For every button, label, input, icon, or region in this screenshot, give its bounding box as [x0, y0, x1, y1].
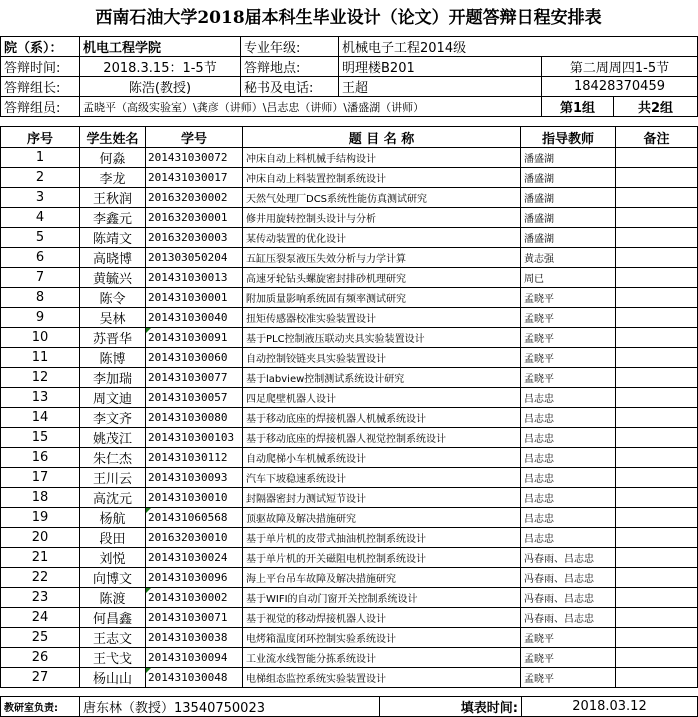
student-name: 段田 [80, 528, 146, 548]
student-id: 201431030091 [146, 328, 243, 348]
table-body [1, 148, 698, 688]
advisor-name: 吕志忠 [521, 448, 616, 468]
date-value: 2018.03.12 [522, 697, 698, 717]
row-number: 1 [1, 148, 80, 168]
remark-cell [616, 228, 698, 248]
table-row [1, 628, 698, 648]
row-number: 19 [1, 508, 80, 528]
table-row [1, 468, 698, 488]
secretary-label: 秘书及电话: [241, 77, 339, 97]
secretary-name: 王超 [339, 77, 542, 97]
row-number: 8 [1, 288, 80, 308]
row-number: 18 [1, 488, 80, 508]
student-name: 李文齐 [80, 408, 146, 428]
major-value: 机械电子工程2014级 [339, 37, 698, 57]
student-id: 201431030094 [146, 648, 243, 668]
thesis-topic: 某传动装置的优化设计 [243, 228, 521, 248]
student-id: 201632030003 [146, 228, 243, 248]
thesis-topic: 基于WIFI的自动门窗开关控制系统设计 [243, 588, 521, 608]
row-number: 25 [1, 628, 80, 648]
row-number: 12 [1, 368, 80, 388]
remark-cell [616, 568, 698, 588]
page-title: 西南石油大学2018届本科生毕业设计（论文）开题答辩日程安排表 [95, 8, 602, 28]
student-name: 黄毓兴 [80, 268, 146, 288]
date-label: 填表时间: [380, 697, 522, 717]
advisor-name: 冯春雨、吕志忠 [521, 568, 616, 588]
student-id: 2014310300103 [146, 428, 243, 448]
thesis-topic: 四足爬壁机器人设计 [243, 388, 521, 408]
footer-table [0, 696, 698, 717]
advisor-name: 冯春雨、吕志忠 [521, 548, 616, 568]
row-number: 2 [1, 168, 80, 188]
leader-value: 陈浩(教授) [80, 77, 241, 97]
office-label: 教研室负责: [1, 697, 80, 717]
thesis-topic: 扭矩传感器校准实验装置设计 [243, 308, 521, 328]
student-id: 201431030001 [146, 288, 243, 308]
header-no: 序号 [1, 127, 80, 148]
student-name: 李加瑞 [80, 368, 146, 388]
info-table [0, 36, 698, 117]
row-number: 7 [1, 268, 80, 288]
thesis-topic: 封隔器密封力测试短节设计 [243, 488, 521, 508]
total-value: 共2组 [614, 97, 698, 117]
thesis-topic: 高速牙轮钻头螺旋密封排砂机理研究 [243, 268, 521, 288]
header-id: 学号 [146, 127, 243, 148]
header-name: 学生姓名 [80, 127, 146, 148]
student-id: 201431030112 [146, 448, 243, 468]
table-row [1, 668, 698, 688]
members-value: 孟晓平（高级实验室）\龚彦（讲师）\吕志忠（讲师）\潘盛湖（讲师） [80, 97, 542, 117]
thesis-topic: 电烤箱温度闭环控制实验系统设计 [243, 628, 521, 648]
remark-cell [616, 208, 698, 228]
members-label: 答辩组员: [1, 97, 80, 117]
table-row [1, 408, 698, 428]
remark-cell [616, 608, 698, 628]
advisor-name: 吕志忠 [521, 388, 616, 408]
table-row [1, 188, 698, 208]
info-row-members [1, 97, 698, 117]
remark-cell [616, 488, 698, 508]
remark-cell [616, 628, 698, 648]
row-number: 24 [1, 608, 80, 628]
week-value: 第二周周四1-5节 [542, 57, 698, 77]
row-number: 20 [1, 528, 80, 548]
thesis-topic: 基于单片机的皮带式抽油机控制系统设计 [243, 528, 521, 548]
advisor-name: 潘盛湖 [521, 208, 616, 228]
student-name: 刘悦 [80, 548, 146, 568]
student-name: 高沈元 [80, 488, 146, 508]
row-number: 27 [1, 668, 80, 688]
student-id: 201431030024 [146, 548, 243, 568]
student-name: 吴林 [80, 308, 146, 328]
thesis-topic: 附加质量影响系统固有频率测试研究 [243, 288, 521, 308]
remark-cell [616, 408, 698, 428]
info-row-leader [1, 77, 698, 97]
remark-cell [616, 468, 698, 488]
table-row [1, 288, 698, 308]
advisor-name: 潘盛湖 [521, 228, 616, 248]
advisor-name: 吕志忠 [521, 488, 616, 508]
school-label: 院（系）： [1, 37, 80, 57]
major-label: 专业年级: [241, 37, 339, 57]
advisor-name: 黄志强 [521, 248, 616, 268]
student-name: 王川云 [80, 468, 146, 488]
thesis-topic: 汽车下坡稳速系统设计 [243, 468, 521, 488]
table-row [1, 608, 698, 628]
table-row [1, 508, 698, 528]
row-number: 6 [1, 248, 80, 268]
thesis-topic: 顶驱故障及解决措施研究 [243, 508, 521, 528]
remark-cell [616, 668, 698, 688]
footer-row [1, 697, 698, 717]
table-row [1, 528, 698, 548]
advisor-name: 潘盛湖 [521, 168, 616, 188]
place-value: 明理楼B201 [339, 57, 542, 77]
student-id: 201632030002 [146, 188, 243, 208]
row-number: 13 [1, 388, 80, 408]
student-name: 姚茂江 [80, 428, 146, 448]
info-row-school [1, 37, 698, 57]
advisor-name: 孟晓平 [521, 348, 616, 368]
student-name: 王志文 [80, 628, 146, 648]
table-row [1, 448, 698, 468]
student-id: 201431030057 [146, 388, 243, 408]
remark-cell [616, 308, 698, 328]
advisor-name: 吕志忠 [521, 508, 616, 528]
remark-cell [616, 388, 698, 408]
table-row [1, 308, 698, 328]
student-id: 201431030077 [146, 368, 243, 388]
table-row [1, 208, 698, 228]
student-id: 201431030038 [146, 628, 243, 648]
header-topic: 题 目 名 称 [243, 127, 521, 148]
thesis-topic: 自动爬梯小车机械系统设计 [243, 448, 521, 468]
student-id: 201431030072 [146, 148, 243, 168]
schedule-table [0, 126, 698, 688]
student-name: 何淼 [80, 148, 146, 168]
remark-cell [616, 648, 698, 668]
row-number: 3 [1, 188, 80, 208]
table-row [1, 248, 698, 268]
remark-cell [616, 368, 698, 388]
table-row [1, 548, 698, 568]
thesis-topic: 修井用旋转控制头设计与分析 [243, 208, 521, 228]
advisor-name: 孟晓平 [521, 648, 616, 668]
thesis-topic: 工业流水线智能分拣系统设计 [243, 648, 521, 668]
student-id: 201431030002 [146, 588, 243, 608]
student-name: 李鑫元 [80, 208, 146, 228]
student-name: 陈靖文 [80, 228, 146, 248]
advisor-name: 吕志忠 [521, 528, 616, 548]
student-name: 何昌鑫 [80, 608, 146, 628]
thesis-topic: 冲床自动上料机械手结构设计 [243, 148, 521, 168]
student-id: 201431030013 [146, 268, 243, 288]
student-id: 201632030010 [146, 528, 243, 548]
time-label: 答辩时间: [1, 57, 80, 77]
row-number: 16 [1, 448, 80, 468]
student-id: 201431030010 [146, 488, 243, 508]
advisor-name: 潘盛湖 [521, 148, 616, 168]
advisor-name: 潘盛湖 [521, 188, 616, 208]
student-id: 201431030071 [146, 608, 243, 628]
row-number: 22 [1, 568, 80, 588]
group-value: 第1组 [542, 97, 614, 117]
student-name: 高晓博 [80, 248, 146, 268]
remark-cell [616, 348, 698, 368]
table-row [1, 368, 698, 388]
advisor-name: 孟晓平 [521, 288, 616, 308]
advisor-name: 孟晓平 [521, 668, 616, 688]
student-name: 李龙 [80, 168, 146, 188]
remark-cell [616, 328, 698, 348]
row-number: 10 [1, 328, 80, 348]
row-number: 4 [1, 208, 80, 228]
student-name: 杨航 [80, 508, 146, 528]
student-name: 陈令 [80, 288, 146, 308]
remark-cell [616, 588, 698, 608]
student-name: 陈博 [80, 348, 146, 368]
student-id: 201303050204 [146, 248, 243, 268]
table-row [1, 228, 698, 248]
row-number: 11 [1, 348, 80, 368]
advisor-name: 周已 [521, 268, 616, 288]
table-row [1, 388, 698, 408]
thesis-topic: 自动控制铰链夹具实验装置设计 [243, 348, 521, 368]
secretary-phone: 18428370459 [542, 77, 698, 97]
student-id: 201632030001 [146, 208, 243, 228]
thesis-topic: 五缸压裂泵液压失效分析与力学计算 [243, 248, 521, 268]
student-id: 201431030017 [146, 168, 243, 188]
row-number: 5 [1, 228, 80, 248]
office-value: 唐东林（教授）13540750023 [80, 697, 380, 717]
row-number: 15 [1, 428, 80, 448]
student-name: 周文迪 [80, 388, 146, 408]
remark-cell [616, 268, 698, 288]
thesis-topic: 基于labview控制测试系统设计研究 [243, 368, 521, 388]
remark-cell [616, 428, 698, 448]
remark-cell [616, 528, 698, 548]
table-row [1, 328, 698, 348]
thesis-topic: 基于PLC控制液压联动夹具实验装置设计 [243, 328, 521, 348]
advisor-name: 孟晓平 [521, 328, 616, 348]
table-header-row [1, 127, 698, 148]
row-number: 9 [1, 308, 80, 328]
advisor-name: 孟晓平 [521, 628, 616, 648]
header-advisor: 指导教师 [521, 127, 616, 148]
school-value: 机电工程学院 [80, 37, 241, 57]
table-row [1, 488, 698, 508]
info-row-time [1, 57, 698, 77]
advisor-name: 孟晓平 [521, 368, 616, 388]
time-value: 2018.3.15：1-5节 [80, 57, 241, 77]
row-number: 23 [1, 588, 80, 608]
student-name: 王弋戈 [80, 648, 146, 668]
student-id: 201431030096 [146, 568, 243, 588]
remark-cell [616, 168, 698, 188]
remark-cell [616, 148, 698, 168]
student-name: 朱仁杰 [80, 448, 146, 468]
advisor-name: 吕志忠 [521, 408, 616, 428]
advisor-name: 孟晓平 [521, 308, 616, 328]
header-remark: 备注 [616, 127, 698, 148]
thesis-topic: 基于视觉的移动焊接机器人设计 [243, 608, 521, 628]
table-row [1, 268, 698, 288]
student-name: 向博文 [80, 568, 146, 588]
remark-cell [616, 448, 698, 468]
thesis-topic: 海上平台吊车故障及解决措施研究 [243, 568, 521, 588]
advisor-name: 冯春雨、吕志忠 [521, 608, 616, 628]
remark-cell [616, 248, 698, 268]
table-row [1, 168, 698, 188]
thesis-topic: 天然气处理厂DCS系统性能仿真测试研究 [243, 188, 521, 208]
thesis-topic: 基于单片机的开关磁阻电机控制系统设计 [243, 548, 521, 568]
advisor-name: 吕志忠 [521, 468, 616, 488]
student-name: 苏晋华 [80, 328, 146, 348]
remark-cell [616, 548, 698, 568]
row-number: 21 [1, 548, 80, 568]
remark-cell [616, 508, 698, 528]
thesis-topic: 电梯组态监控系统实验装置设计 [243, 668, 521, 688]
table-row [1, 568, 698, 588]
table-row [1, 428, 698, 448]
advisor-name: 冯春雨、吕志忠 [521, 588, 616, 608]
thesis-topic: 冲床自动上料装置控制系统设计 [243, 168, 521, 188]
remark-cell [616, 288, 698, 308]
thesis-topic: 基于移动底座的焊接机器人视觉控制系统设计 [243, 428, 521, 448]
table-row [1, 148, 698, 168]
thesis-topic: 基于移动底座的焊接机器人机械系统设计 [243, 408, 521, 428]
student-id: 201431030060 [146, 348, 243, 368]
place-label: 答辩地点: [241, 57, 339, 77]
student-id: 201431030040 [146, 308, 243, 328]
row-number: 14 [1, 408, 80, 428]
leader-label: 答辩组长: [1, 77, 80, 97]
remark-cell [616, 188, 698, 208]
table-row [1, 348, 698, 368]
row-number: 17 [1, 468, 80, 488]
table-row [1, 588, 698, 608]
student-id: 201431060568 [146, 508, 243, 528]
student-id: 201431030048 [146, 668, 243, 688]
advisor-name: 吕志忠 [521, 428, 616, 448]
row-number: 26 [1, 648, 80, 668]
student-name: 陈渡 [80, 588, 146, 608]
table-row [1, 648, 698, 668]
student-name: 王秋润 [80, 188, 146, 208]
student-id: 201431030080 [146, 408, 243, 428]
student-id: 201431030093 [146, 468, 243, 488]
student-name: 杨山山 [80, 668, 146, 688]
